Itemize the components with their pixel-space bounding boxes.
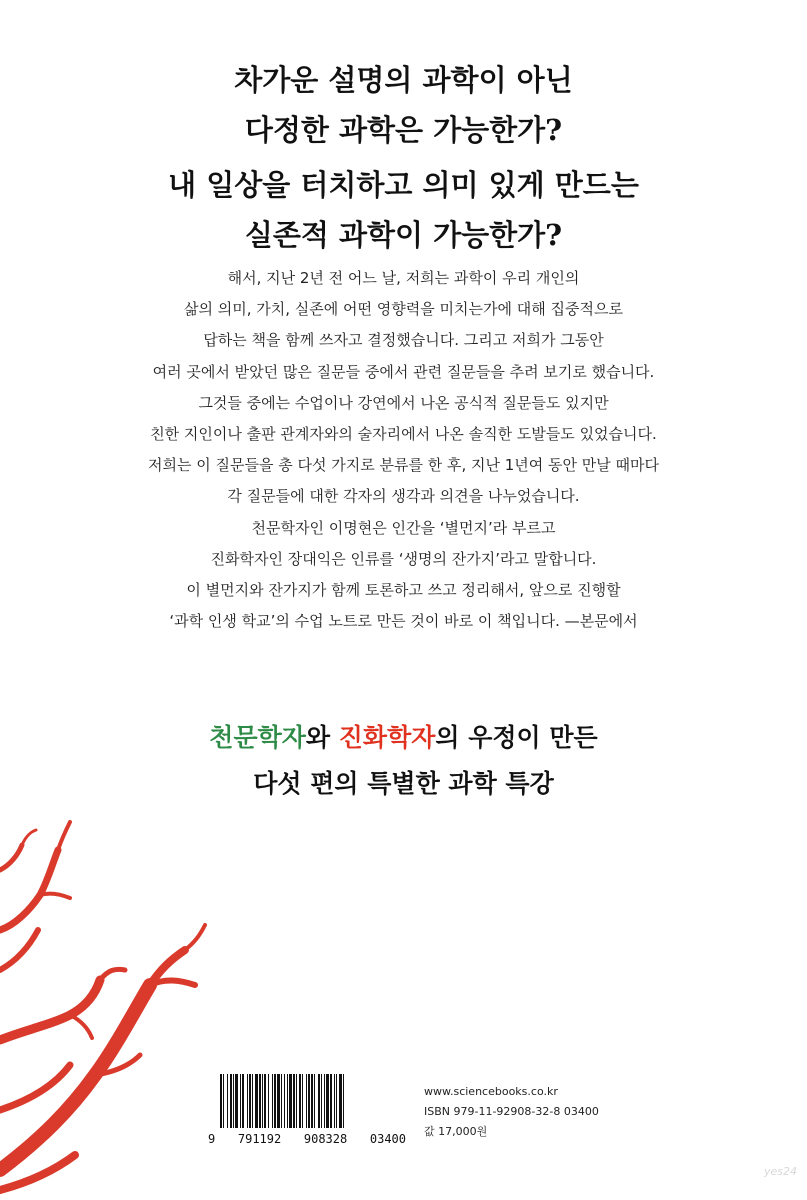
excerpt-line: 각 질문들에 대한 각자의 생각과 의견을 나누었습니다. bbox=[227, 487, 580, 506]
barcode-bars bbox=[208, 1068, 406, 1132]
barcode-bar bbox=[259, 1074, 261, 1128]
publisher-info bbox=[424, 1082, 599, 1142]
barcode-bar bbox=[284, 1074, 285, 1128]
barcode-digit-prefix: 9 bbox=[208, 1132, 216, 1146]
excerpt-line: 여러 곳에서 받았던 많은 질문들 중에서 관련 질문들을 추려 보기로 했습니다. bbox=[152, 362, 655, 381]
tagline-ending: 의 우정이 만든 bbox=[435, 723, 598, 752]
barcode-bar bbox=[242, 1074, 244, 1128]
tagline-evolutionist: 진화학자 bbox=[338, 723, 436, 752]
headline-question-1 bbox=[0, 55, 807, 155]
barcode-bar bbox=[247, 1074, 248, 1128]
barcode-bar bbox=[299, 1074, 301, 1128]
barcode-bar bbox=[230, 1074, 232, 1128]
tagline-line-1 bbox=[0, 715, 807, 761]
barcode-bar bbox=[321, 1074, 322, 1128]
excerpt-line: 저희는 이 질문들을 총 다섯 가지로 분류를 한 후, 지난 1년여 동안 만날 때마다 bbox=[148, 456, 659, 475]
barcode-bar bbox=[223, 1074, 224, 1128]
tagline-line-2: 다섯 편의 특별한 과학 특강 bbox=[253, 769, 554, 798]
excerpt-body bbox=[60, 263, 747, 637]
barcode-bar bbox=[277, 1074, 280, 1128]
barcode-bar bbox=[268, 1074, 269, 1128]
excerpt-line: ‘과학 인생 학교’의 수업 노트로 만든 것이 바로 이 책입니다. —본문에서 bbox=[169, 612, 638, 631]
barcode-bar bbox=[274, 1074, 276, 1128]
barcode-bar bbox=[264, 1074, 266, 1128]
barcode-addon-digits: 03400 bbox=[369, 1132, 406, 1146]
barcode-bar bbox=[318, 1074, 320, 1128]
excerpt-line: 천문학자인 이명현은 인간을 ‘별먼지’라 부르고 bbox=[251, 518, 556, 537]
barcode-bar bbox=[293, 1074, 295, 1128]
barcode-bar bbox=[330, 1074, 332, 1128]
isbn-number: ISBN 979-11-92908-32-8 03400 bbox=[424, 1105, 599, 1118]
barcode-digit-group-2: 908328 bbox=[303, 1132, 348, 1146]
barcode-bar bbox=[281, 1074, 282, 1128]
barcode-digits bbox=[208, 1132, 406, 1146]
excerpt-line: 진화학자인 장대익은 인류를 ‘생명의 잔가지’라고 말합니다. bbox=[210, 549, 597, 568]
barcode-bar bbox=[289, 1074, 292, 1128]
barcode-bar bbox=[314, 1074, 315, 1128]
barcode-bar bbox=[326, 1074, 329, 1128]
barcode-bar bbox=[235, 1074, 238, 1128]
barcode-bar bbox=[339, 1074, 342, 1128]
watermark: yes24 bbox=[764, 1165, 798, 1178]
barcode-bar bbox=[302, 1074, 303, 1128]
tagline-astronomer: 천문학자 bbox=[209, 723, 306, 752]
barcode-bar bbox=[272, 1074, 273, 1128]
barcode-bar bbox=[296, 1074, 297, 1128]
barcode-bar bbox=[252, 1074, 253, 1128]
barcode-bar bbox=[343, 1074, 344, 1128]
barcode-bar bbox=[334, 1074, 335, 1128]
excerpt-line: 답하는 책을 함께 쓰자고 결정했습니다. 그리고 저희가 그동안 bbox=[203, 331, 604, 350]
excerpt-line: 친한 지인이나 출판 관계자와의 술자리에서 나온 솔직한 도발들도 있었습니다. bbox=[150, 425, 657, 444]
red-tree-branch-illustration bbox=[0, 810, 240, 1200]
headline-line: 다정한 과학은 가능한가? bbox=[244, 113, 563, 147]
isbn-barcode bbox=[208, 1068, 406, 1150]
barcode-bar bbox=[255, 1074, 258, 1128]
barcode-bar bbox=[240, 1074, 241, 1128]
barcode-bar bbox=[220, 1074, 222, 1128]
excerpt-line: 그것들 중에는 수업이나 강연에서 나온 공식적 질문들도 있지만 bbox=[198, 393, 609, 412]
tagline-connector: 와 bbox=[305, 723, 339, 752]
headline-line: 차가운 설명의 과학이 아닌 bbox=[234, 63, 573, 97]
barcode-bar bbox=[311, 1074, 313, 1128]
barcode-bar bbox=[249, 1074, 251, 1128]
excerpt-line: 삶의 의미, 가치, 실존에 어떤 영향력을 미치는가에 대해 집중적으로 bbox=[184, 300, 623, 319]
headline-line: 내 일상을 터치하고 의미 있게 만드는 bbox=[168, 168, 639, 202]
price: 값 17,000원 bbox=[424, 1125, 488, 1138]
excerpt-line: 이 별먼지와 잔가지가 함께 토론하고 쓰고 정리해서, 앞으로 진행할 bbox=[186, 581, 621, 600]
barcode-bar bbox=[287, 1074, 288, 1128]
barcode-bar bbox=[336, 1074, 337, 1128]
tagline bbox=[0, 715, 807, 807]
excerpt-line: 해서, 지난 2년 전 어느 날, 저희는 과학이 우리 개인의 bbox=[227, 269, 580, 287]
headline-line: 실존적 과학이 가능한가? bbox=[244, 218, 563, 252]
barcode-bar bbox=[262, 1074, 263, 1128]
barcode-bar bbox=[227, 1074, 228, 1128]
headline-question-2 bbox=[0, 160, 807, 260]
barcode-bar bbox=[324, 1074, 325, 1128]
barcode-bar bbox=[233, 1074, 234, 1128]
barcode-bar bbox=[308, 1074, 310, 1128]
barcode-bar bbox=[306, 1074, 307, 1128]
barcode-digit-group-1: 791192 bbox=[237, 1132, 282, 1146]
publisher-website: www.sciencebooks.co.kr bbox=[424, 1085, 558, 1098]
